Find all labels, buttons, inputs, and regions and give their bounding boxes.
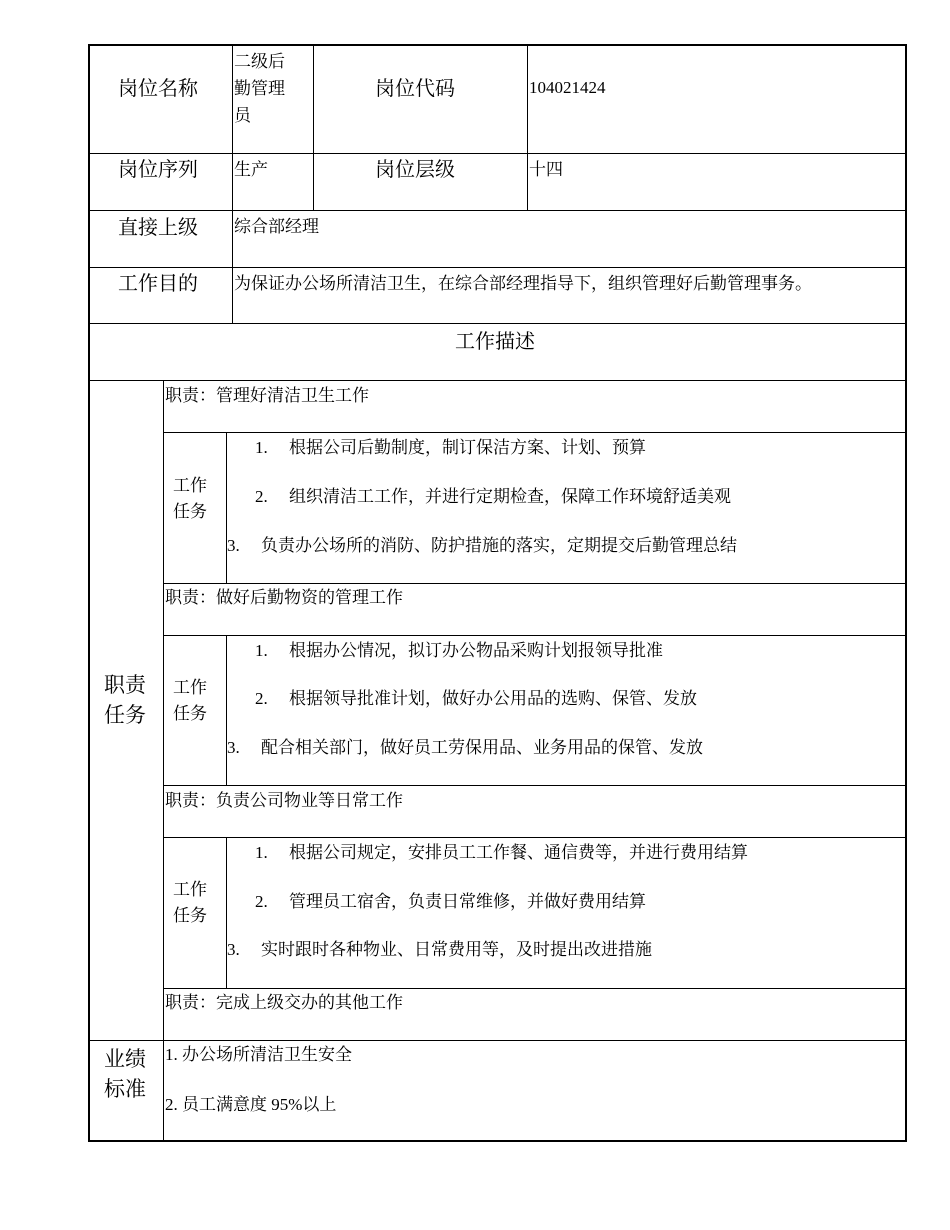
row-divider xyxy=(163,583,907,584)
row-divider xyxy=(88,267,907,268)
performance-label-line2: 标准 xyxy=(104,1077,146,1102)
row-divider xyxy=(88,210,907,211)
purpose-value: 为保证办公场所清洁卫生，在综合部经理指导下，组织管理好后勤管理事务。 xyxy=(234,274,812,293)
duty-title: 职责：管理好清洁卫生工作 xyxy=(165,386,369,405)
row-divider xyxy=(88,323,907,324)
row-divider xyxy=(163,988,907,989)
task-item: 1. 根据公司规定，安排员工工作餐、通信费等，并进行费用结算 xyxy=(255,843,748,862)
row-divider xyxy=(163,432,907,433)
position-level-value: 十四 xyxy=(529,160,563,179)
duties-label-line2: 任务 xyxy=(104,703,146,728)
task-item: 2. 根据领导批准计划，做好办公用品的选购、保管、发放 xyxy=(255,689,697,708)
position-name-value-line3: 员 xyxy=(234,106,251,125)
position-name-value-line2: 勤管理 xyxy=(234,79,285,98)
col-divider xyxy=(163,380,164,1142)
task-item: 1. 根据办公情况，拟订办公物品采购计划报领导批准 xyxy=(255,641,663,660)
task-item: 3. 配合相关部门，做好员工劳保用品、业务用品的保管、发放 xyxy=(227,738,703,757)
col-divider xyxy=(226,837,227,988)
supervisor-value: 综合部经理 xyxy=(234,217,319,236)
duty-title: 职责：做好后勤物资的管理工作 xyxy=(165,588,403,607)
task-item: 1. 根据公司后勤制度，制订保洁方案、计划、预算 xyxy=(255,438,646,457)
position-code-label: 岗位代码 xyxy=(375,78,455,100)
position-series-value: 生产 xyxy=(234,160,268,179)
duty-title: 职责：完成上级交办的其他工作 xyxy=(165,993,403,1012)
row-divider xyxy=(88,153,907,154)
position-name-value-line1: 二级后 xyxy=(234,52,285,71)
work-description-title: 工作描述 xyxy=(455,331,535,353)
task-item: 3. 实时跟时各种物业、日常费用等，及时提出改进措施 xyxy=(227,940,652,959)
col-divider xyxy=(313,44,314,210)
row-divider xyxy=(163,635,907,636)
supervisor-label: 直接上级 xyxy=(118,217,198,239)
performance-item: 2. 员工满意度 95%以上 xyxy=(165,1095,337,1114)
col-divider xyxy=(226,432,227,583)
task-label-line1: 工作 xyxy=(173,476,207,495)
purpose-label: 工作目的 xyxy=(118,273,198,295)
performance-label-line1: 业绩 xyxy=(104,1047,146,1071)
task-label-line2: 任务 xyxy=(173,906,207,926)
duties-label xyxy=(104,670,146,731)
row-divider xyxy=(163,837,907,838)
position-level-label: 岗位层级 xyxy=(375,159,455,181)
col-divider xyxy=(232,44,233,323)
task-label-line1: 工作 xyxy=(173,880,207,899)
task-label xyxy=(173,877,207,930)
position-code-value: 104021424 xyxy=(529,78,606,97)
position-name-label: 岗位名称 xyxy=(118,78,198,100)
task-label-line1: 工作 xyxy=(173,678,207,697)
position-series-label: 岗位序列 xyxy=(118,159,198,181)
duties-label-line1: 职责 xyxy=(104,673,146,697)
col-divider xyxy=(527,44,528,210)
col-divider xyxy=(226,635,227,785)
row-divider xyxy=(88,380,907,381)
performance-item: 1. 办公场所清洁卫生安全 xyxy=(165,1045,352,1064)
task-item: 3. 负责办公场所的消防、防护措施的落实，定期提交后勤管理总结 xyxy=(227,536,737,555)
duty-title: 职责：负责公司物业等日常工作 xyxy=(165,791,403,810)
performance-label xyxy=(104,1044,146,1105)
task-label xyxy=(173,473,207,526)
task-item: 2. 管理员工宿舍，负责日常维修，并做好费用结算 xyxy=(255,892,646,911)
task-label-line2: 任务 xyxy=(173,704,207,724)
task-label-line2: 任务 xyxy=(173,502,207,522)
row-divider xyxy=(88,1040,907,1041)
task-label xyxy=(173,675,207,728)
row-divider xyxy=(163,785,907,786)
task-item: 2. 组织清洁工工作，并进行定期检查，保障工作环境舒适美观 xyxy=(255,487,731,506)
